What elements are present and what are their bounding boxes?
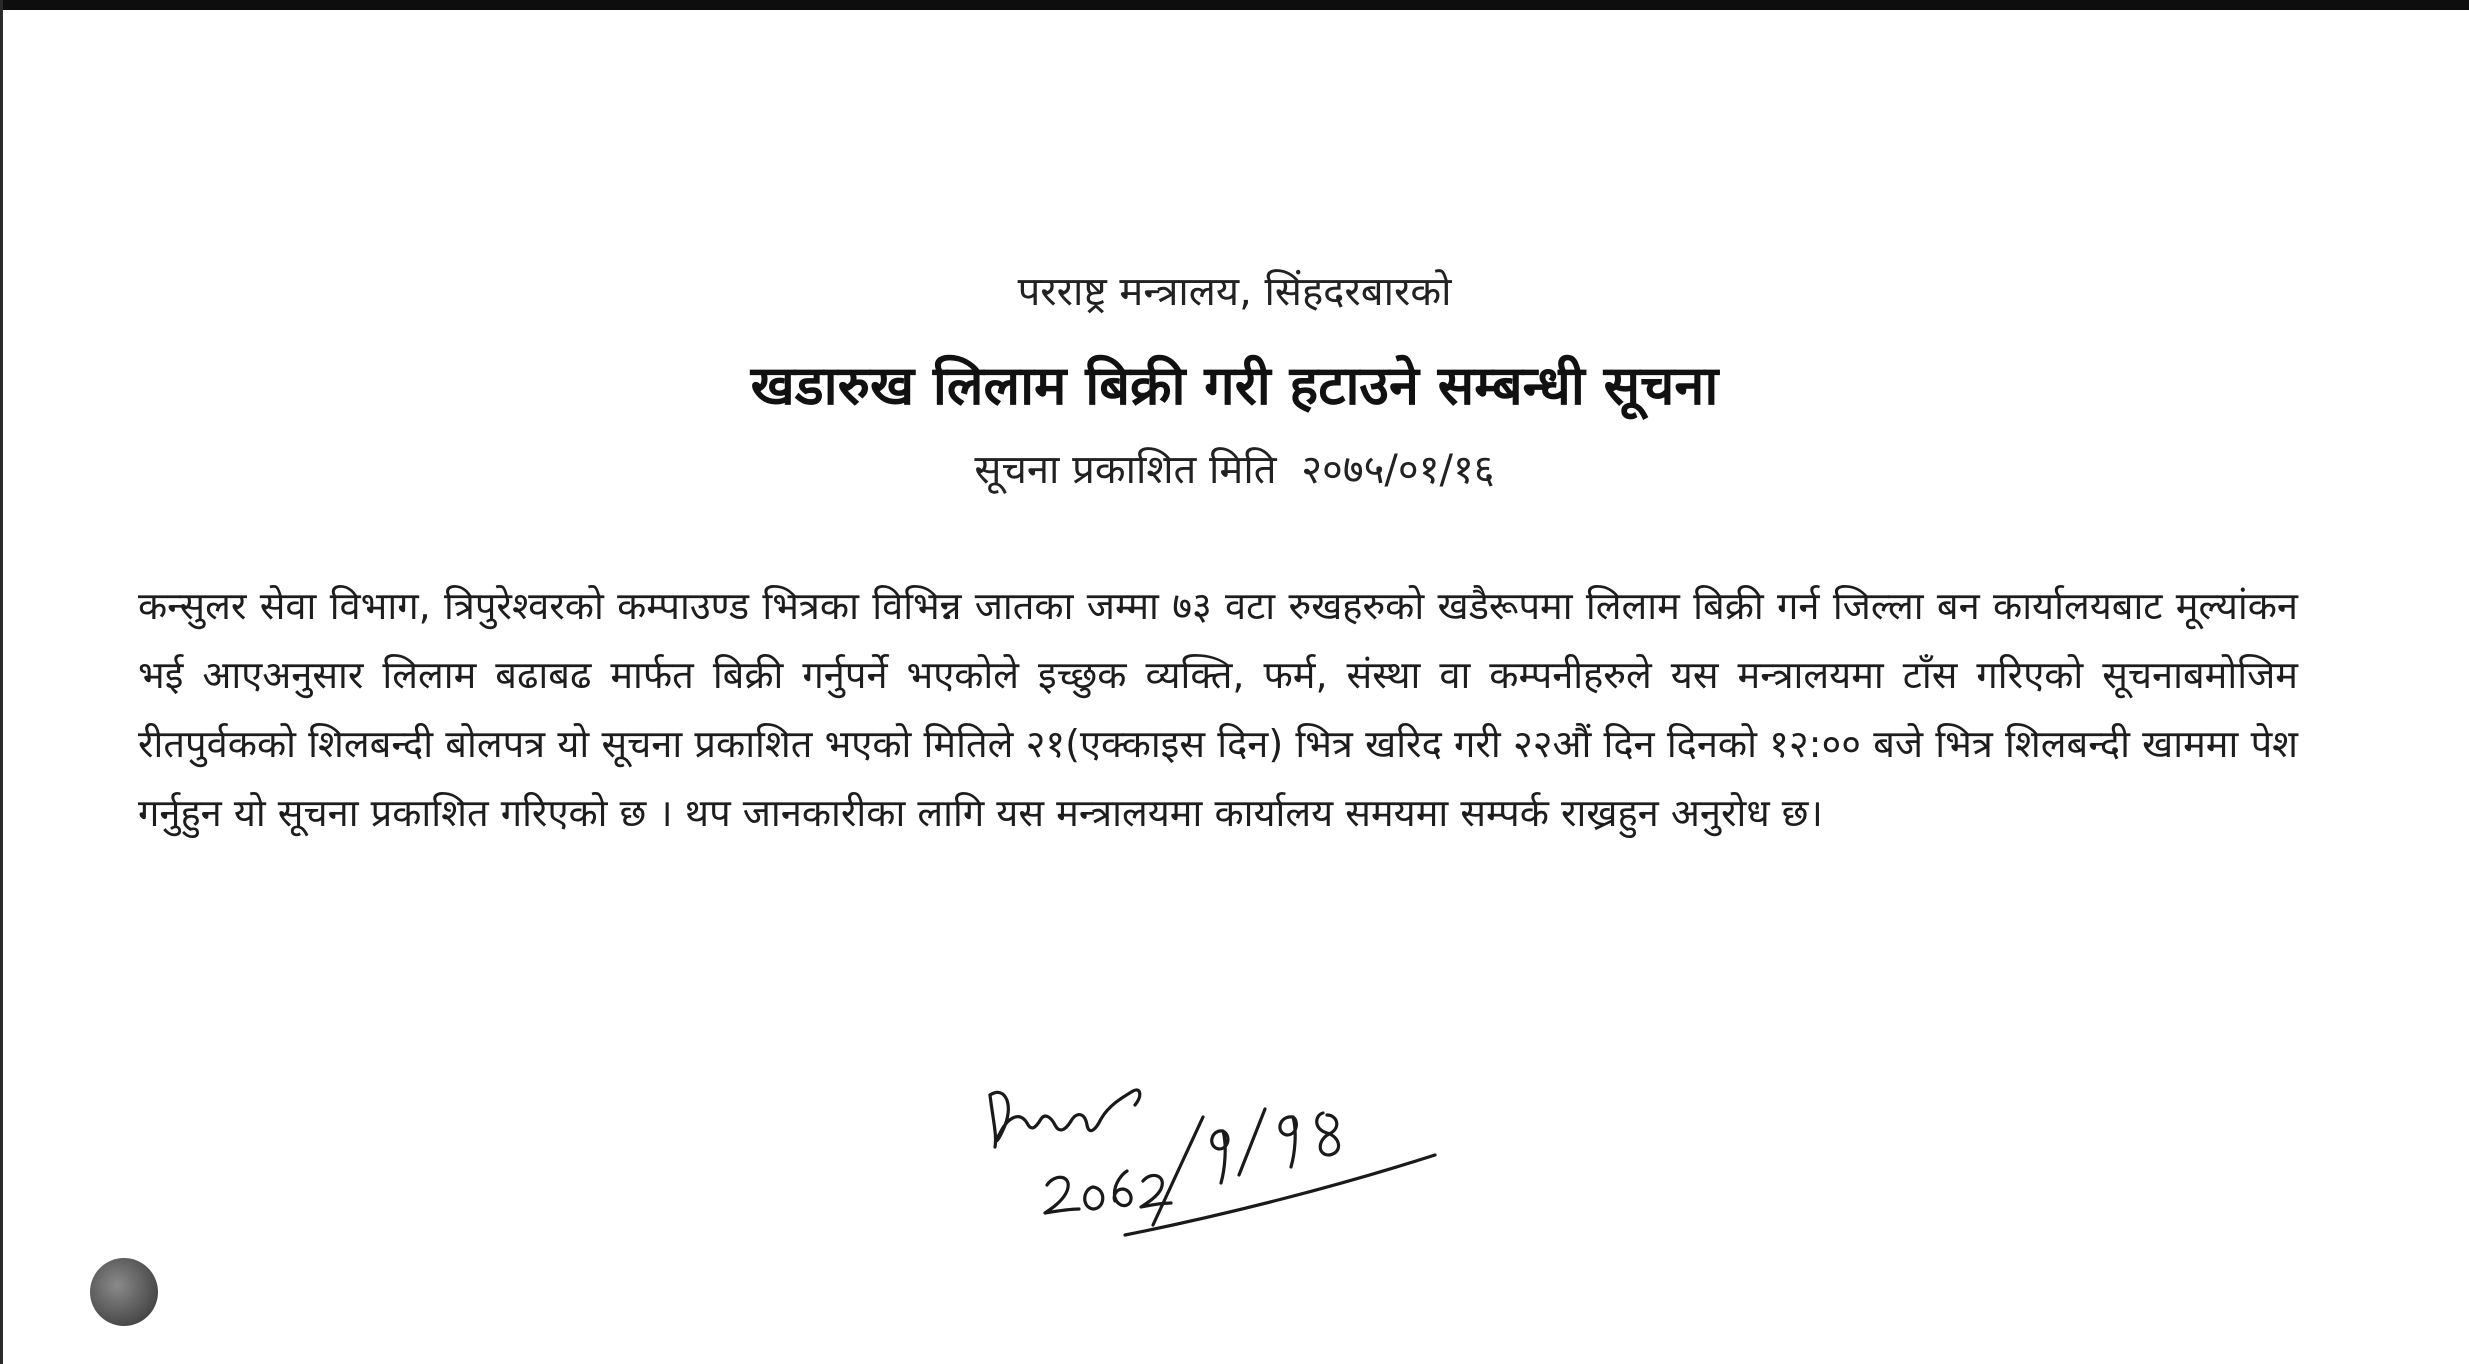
- signature-underline: [1125, 1155, 1435, 1235]
- signature-date-2b: [1141, 1175, 1171, 1207]
- scan-top-border: [0, 0, 2469, 10]
- signature-date-0: [1085, 1187, 1103, 1209]
- issuing-office: परराष्ट्र मन्त्रालय, सिंहदरबारको: [1017, 269, 1452, 315]
- notice-body: कन्सुलर सेवा विभाग, त्रिपुरेश्वरको कम्पाउण्ड भित्रका विभिन्न जातका जम्मा ७३ वटा रुखहरुको खडैरूपमा लिलाम बिक्री गर्न जिल्ला बन कार्यालयबाट मूल्यांकन भई आएअनुसार लिलाम बढाबढ मार्फत बिक्री गर्नुपर्ने भएकोले इच्छुक व्यक्ति, फर्म, संस्था वा कम्पनीहरुले यस मन्त्रालयमा टाँस गरिएको सूचनाबमोजिम रीतपुर्वकको शिलबन्दी बोलपत्र यो सूचना प्रकाशित भएको मितिले २१(एक्काइस दिन) भित्र खरिद गरी २२औं दिन दिनको १२:०० बजे भित्र शिलबन्दी खाममा पेश गर्नुहुन यो सूचना प्रकाशित गरिएको छ । थप जानकारीका लागि यस मन्त्रालयमा कार्यालय समयमा सम्पर्क राख्रहुन अनुरोध छ।: [138, 584, 2298, 835]
- signature-date-9b: [1280, 1117, 1296, 1167]
- scan-left-border: [0, 0, 3, 1364]
- handwritten-signature: [975, 1075, 1445, 1250]
- publish-date-label: सूचना प्रकाशित मिति: [974, 447, 1277, 493]
- punch-hole: [90, 1258, 158, 1326]
- signature-date-slash2: [1239, 1109, 1265, 1175]
- signature-date-6: [1114, 1171, 1131, 1206]
- publish-date-value: २०७५/०१/१६: [1301, 447, 1495, 493]
- signature-date-slash1: [1153, 1117, 1203, 1225]
- publish-date-line: [0, 440, 2469, 495]
- signature-date-9: [1212, 1131, 1228, 1183]
- notice-title: खडारुख लिलाम बिक्री गरी हटाउने सम्बन्धी सूचना: [750, 354, 1719, 417]
- signature-scribble: [990, 1090, 1140, 1141]
- signature-date-8: [1317, 1113, 1339, 1155]
- signature-date-2: [1045, 1177, 1079, 1213]
